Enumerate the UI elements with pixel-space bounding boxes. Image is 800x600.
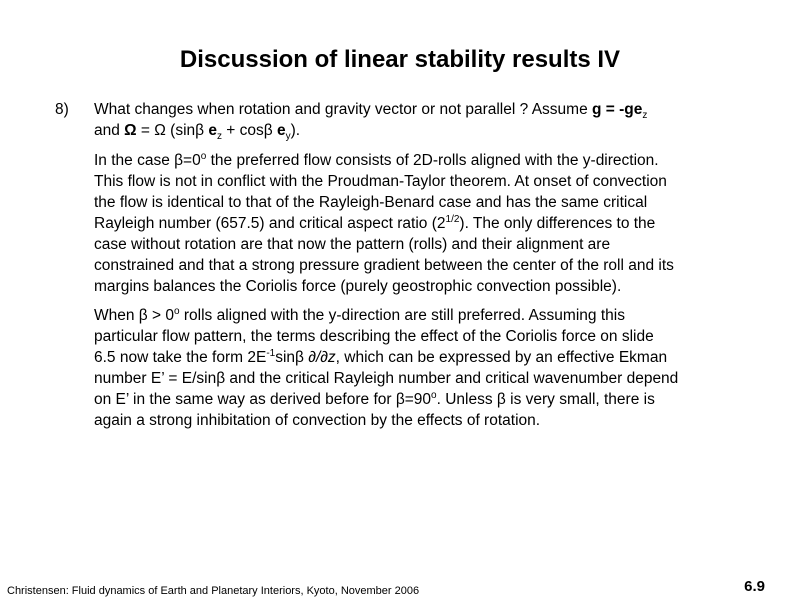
question-line-2 (94, 120, 770, 141)
footer-citation: Christensen: Fluid dynamics of Earth and Planetary Interiors, Kyoto, November 2006 (7, 585, 420, 597)
text-span: the preferred flow consists of 2D-rolls aligned with the y-direction. (206, 152, 659, 169)
exponent-superscript: 1/2 (445, 213, 460, 225)
text-span: When β > 0 (94, 307, 174, 324)
text-span: = Ω (sinβ (136, 122, 209, 139)
subscript-y: y (285, 131, 291, 143)
p2-line-2: particular flow pattern, the terms describing the effect of the Coriolis force on slide (94, 328, 654, 345)
slide-title: Discussion of linear stability results IV (179, 46, 621, 73)
degree-superscript: o (431, 389, 437, 401)
unit-vector-e: e (633, 101, 643, 118)
degree-superscript: o (200, 150, 207, 162)
p1-line-3: the flow is identical to that of the Rayleigh-Benard case and has the same critical (94, 194, 648, 211)
text-span: . Unless β is very small, there is (436, 391, 655, 408)
p1-line-4 (94, 213, 770, 234)
p1-line-2: This flow is not in conflict with the Proudman-Taylor theorem. At onset of convection (94, 173, 667, 190)
text-span: + cosβ (222, 122, 278, 139)
p1-line-1 (94, 150, 770, 171)
p1-line-6: constrained and that a strong pressure gradient between the center of the roll and its (94, 257, 674, 274)
text-span: 6.5 now take the form 2E (94, 349, 267, 366)
subscript-z: z (642, 110, 648, 122)
text-span: sinβ (275, 349, 309, 366)
p2-line-5 (94, 389, 770, 410)
text-span: What changes when rotation and gravity vector or not parallel ? Assume (94, 101, 592, 118)
text-span: Rayleigh number (657.5) and critical aspect ratio (2 (94, 215, 446, 232)
subscript-z: z (217, 131, 222, 143)
item-number: 8) (55, 101, 69, 118)
partial-derivative: ∂/∂z (308, 349, 336, 366)
paragraph-beta-zero (94, 150, 770, 297)
text-span: and (94, 122, 125, 139)
p2-line-4: number E’ = E/sinβ and the critical Rayleigh number and critical wavenumber depend (94, 370, 679, 387)
text-span: on E’ in the same way as derived before for β=90 (94, 391, 432, 408)
gravity-term: g = -g (592, 101, 634, 118)
text-span: ). (290, 122, 301, 139)
text-span: rolls aligned with the y-direction are still preferred. Assuming this (179, 307, 625, 324)
unit-vector-e: e (208, 122, 217, 139)
p2-line-1 (94, 305, 770, 326)
item-body (94, 99, 770, 431)
text-span: ). The only differences to the (459, 215, 656, 232)
degree-superscript: o (174, 305, 180, 317)
text-span: , which can be expressed by an effective Ekman (335, 349, 668, 366)
p2-line-6: again a strong inhibitation of convection by the effects of rotation. (94, 412, 541, 429)
paragraph-beta-nonzero (94, 305, 770, 431)
omega-vector: Ω (124, 122, 137, 139)
exponent-superscript: -1 (266, 347, 276, 359)
p1-line-7: margins balances the Coriolis force (purely geostrophic convection possible). (94, 278, 622, 295)
p1-line-5: case without rotation are that now the pattern (rolls) and their alignment are (94, 236, 611, 253)
p2-line-3 (94, 347, 770, 368)
text-span: In the case β=0 (94, 152, 201, 169)
question-line-1 (94, 99, 770, 120)
unit-vector-e: e (277, 122, 286, 139)
page-number: 6.9 (744, 578, 765, 595)
